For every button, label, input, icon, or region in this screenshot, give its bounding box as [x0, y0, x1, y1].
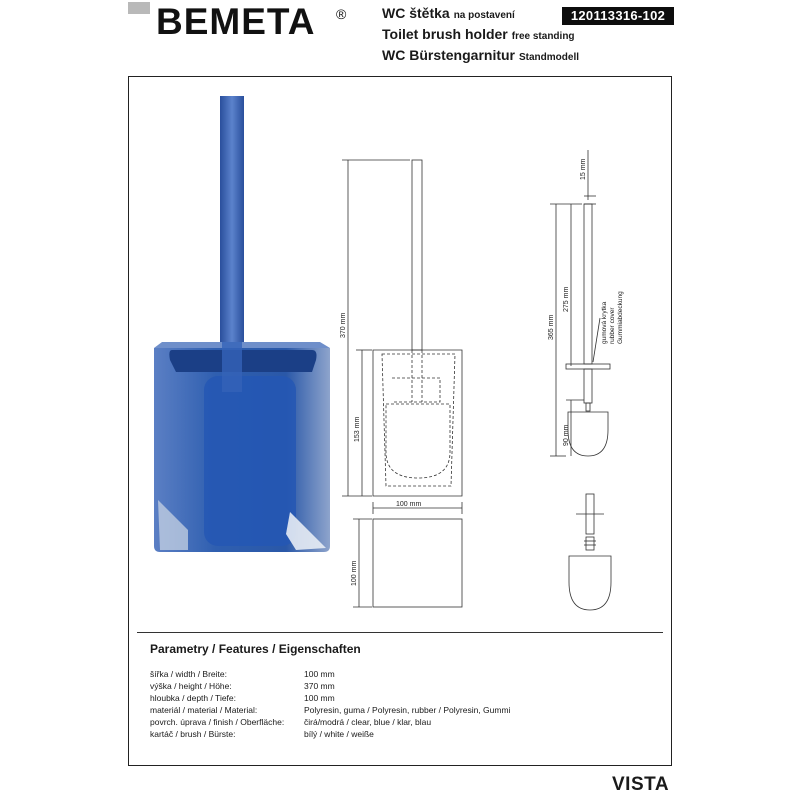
brush-handle-outline: [584, 204, 592, 364]
front-brush-dashed: [386, 404, 450, 478]
product-code-badge: 120113316-102: [562, 7, 674, 25]
detail-brush-head: [569, 556, 611, 610]
plan-square: [373, 519, 462, 607]
param-label: povrch. úprava / finish / Oberfläche:: [150, 717, 285, 727]
param-label: šířka / width / Breite:: [150, 669, 227, 679]
registered-mark: ®: [336, 6, 347, 22]
label-cover-de: Gummiabdeckung: [617, 291, 624, 344]
brush-head: [568, 412, 608, 456]
brush-handle: [220, 96, 244, 366]
label-cover-cz: gumová krytka: [601, 301, 608, 344]
label-holder-height: 153 mm: [354, 416, 361, 442]
section-divider: [137, 632, 663, 633]
brush-stem: [584, 369, 592, 403]
param-label: hloubka / depth / Tiefe:: [150, 693, 237, 703]
brush-detail: [569, 494, 611, 610]
label-width: 100 mm: [396, 501, 422, 508]
param-value: Polyresin, guma / Polyresin, rubber / Polyresin, Gummi: [304, 705, 511, 715]
param-label: kartáč / brush / Bürste:: [150, 729, 236, 739]
param-label: výška / height / Höhe:: [150, 681, 232, 691]
param-value: čirá/modrá / clear, blue / klar, blau: [304, 717, 432, 727]
param-value: 100 mm: [304, 669, 335, 679]
front-holder-outline: [373, 350, 462, 496]
brush-neck: [586, 403, 590, 411]
label-handle-length: 275 mm: [563, 286, 570, 312]
dimension-labels: [340, 158, 624, 586]
cover-leader: [593, 318, 600, 362]
holder-opening: [169, 350, 316, 372]
holder-inner: [204, 376, 296, 546]
model-name: VISTA: [612, 774, 670, 795]
param-value: 100 mm: [304, 693, 335, 703]
param-value: 370 mm: [304, 681, 335, 691]
params-title: Parametry / Features / Eigenschaften: [150, 642, 361, 656]
rubber-cover: [566, 364, 610, 369]
param-value: bílý / white / weiße: [304, 729, 374, 739]
front-cover-dashed: [392, 378, 440, 402]
label-total-height: 370 mm: [340, 312, 347, 338]
title-en: Toilet brush holder free standing: [382, 26, 575, 42]
label-brush-top: 15 mm: [580, 158, 587, 180]
label-cover-en: rubber cover: [609, 307, 616, 344]
title-de: WC Bürstengarnitur Standmodell: [382, 47, 580, 63]
detail-thread: [586, 537, 594, 550]
product-photo: [154, 96, 330, 552]
front-inner-dashed: [382, 354, 455, 486]
front-handle-outline: [412, 160, 422, 350]
handle-in-cup: [222, 342, 242, 392]
label-brush-head: 90 mm: [563, 424, 570, 446]
title-cz: WC štětka na postavení: [382, 5, 515, 21]
front-view: [342, 160, 462, 514]
param-label: materiál / material / Material:: [150, 705, 258, 715]
plan-view: [353, 519, 462, 607]
brand-logo: BEMETA: [156, 1, 316, 42]
label-brush-length: 365 mm: [548, 314, 555, 340]
label-depth: 100 mm: [351, 560, 358, 586]
